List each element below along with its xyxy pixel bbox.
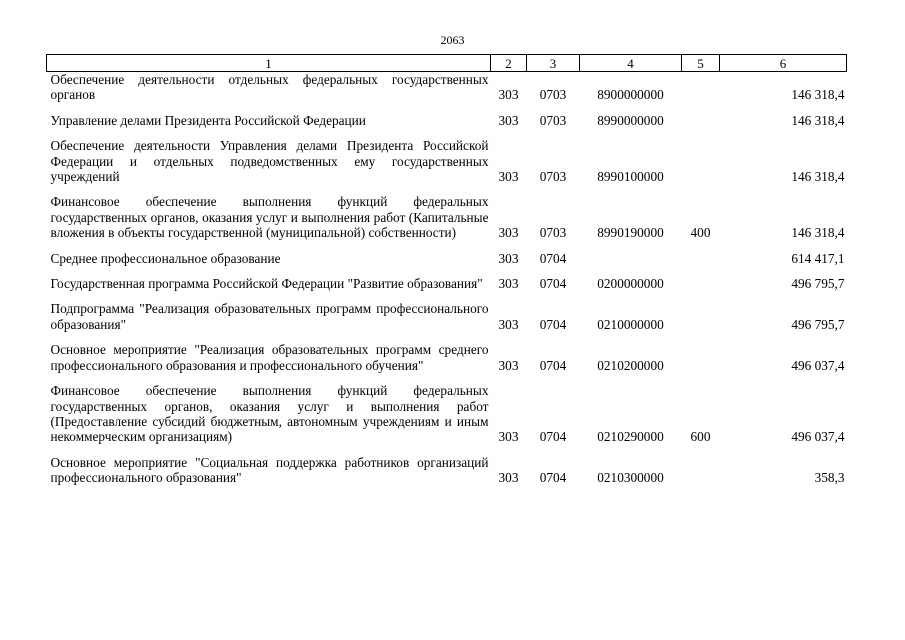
table-row	[47, 301, 847, 332]
table-row	[47, 138, 847, 184]
row-amount: 496 037,4	[791, 429, 845, 445]
row-ministry-code: 303	[498, 316, 519, 332]
row-section-code: 0703	[539, 225, 567, 241]
row-name: Подпрограмма "Реализация образовательных программ профессионального образования"	[50, 301, 489, 332]
row-section-code: 0704	[539, 357, 567, 373]
row-amount: 496 037,4	[791, 357, 845, 373]
row-expense-type	[682, 342, 720, 373]
row-amount: 146 318,4	[791, 225, 845, 241]
row-target-code: 0210300000	[597, 470, 664, 486]
row-expense-type	[682, 138, 720, 184]
row-target-code: 8990100000	[597, 169, 664, 185]
row-amount: 614 417,1	[791, 250, 845, 266]
row-section-code: 0704	[539, 429, 567, 445]
header-col-6: 6	[720, 55, 847, 72]
row-expense-type	[682, 276, 720, 291]
row-name: Обеспечение деятельности отдельных федеральных государственных органов	[50, 72, 489, 103]
row-expense-type	[682, 251, 720, 266]
row-target-code: 8990000000	[597, 112, 664, 128]
row-ministry-code: 303	[498, 470, 519, 486]
row-section-code: 0703	[539, 112, 567, 128]
row-ministry-code: 303	[498, 225, 519, 241]
header-col-2: 2	[491, 55, 527, 72]
row-ministry-code: 303	[498, 169, 519, 185]
row-name: Основное мероприятие "Социальная поддержка работников организаций профессионального образования"	[50, 454, 489, 486]
row-name: Государственная программа Российской Федерации "Развитие образования"	[50, 276, 483, 292]
table-row	[47, 455, 847, 486]
row-amount: 496 795,7	[791, 276, 845, 292]
row-target-code: 8990190000	[597, 225, 664, 241]
table-row	[47, 72, 847, 103]
row-amount: 358,3	[814, 470, 845, 486]
table-row	[47, 276, 847, 291]
table-row	[47, 194, 847, 240]
row-expense-type	[682, 455, 720, 486]
page-number: 2063	[440, 33, 465, 47]
budget-table	[46, 54, 847, 486]
table-row	[47, 113, 847, 128]
row-section-code: 0704	[539, 470, 567, 486]
row-target-code: 0200000000	[597, 276, 664, 292]
row-section-code: 0704	[539, 250, 567, 266]
table-row	[47, 342, 847, 373]
row-section-code: 0703	[539, 169, 567, 185]
row-amount: 146 318,4	[791, 169, 845, 185]
row-expense-type	[682, 301, 720, 332]
table-row	[47, 383, 847, 445]
row-target-code: 0210290000	[597, 429, 664, 445]
row-amount: 146 318,4	[791, 87, 845, 103]
row-ministry-code: 303	[498, 276, 519, 292]
row-name: Управление делами Президента Российской Федерации	[50, 112, 366, 128]
row-name: Среднее профессиональное образование	[50, 250, 281, 266]
row-name: Финансовое обеспечение выполнения функций федеральных государственных органов, оказания услуг и выполнения работ (Предоставление субсидий бюджетным, автономным учреждениям и иным некоммерческим организациям)	[50, 383, 489, 445]
row-ministry-code: 303	[498, 250, 519, 266]
row-section-code: 0704	[539, 316, 567, 332]
row-name: Основное мероприятие "Реализация образовательных программ среднего профессионального образования и профессионального обучения"	[50, 342, 489, 373]
row-target-code	[580, 251, 682, 266]
row-name: Обеспечение деятельности Управления делами Президента Российской Федерации и отдельных подведомственных ему государственных учреждений	[50, 138, 489, 185]
row-expense-type: 600	[690, 429, 711, 445]
header-col-3: 3	[527, 55, 580, 72]
row-target-code: 8900000000	[597, 87, 664, 103]
row-ministry-code: 303	[498, 357, 519, 373]
table-row	[47, 251, 847, 266]
row-section-code: 0704	[539, 276, 567, 292]
row-ministry-code: 303	[498, 429, 519, 445]
row-amount: 146 318,4	[791, 112, 845, 128]
row-expense-type	[682, 113, 720, 128]
row-expense-type	[682, 72, 720, 103]
row-expense-type: 400	[690, 225, 711, 241]
row-target-code: 0210000000	[597, 316, 664, 332]
row-section-code: 0703	[539, 87, 567, 103]
row-ministry-code: 303	[498, 87, 519, 103]
header-col-4: 4	[580, 55, 682, 72]
row-amount: 496 795,7	[791, 316, 845, 332]
row-target-code: 0210200000	[597, 357, 664, 373]
row-name: Финансовое обеспечение выполнения функций федеральных государственных органов, оказания услуг и выполнения работ (Капитальные вложения в объекты государственной (муниципальной) собственности)	[50, 194, 489, 241]
table-header-row	[47, 55, 847, 72]
row-ministry-code: 303	[498, 112, 519, 128]
header-col-5: 5	[682, 55, 720, 72]
header-col-1: 1	[47, 55, 491, 72]
